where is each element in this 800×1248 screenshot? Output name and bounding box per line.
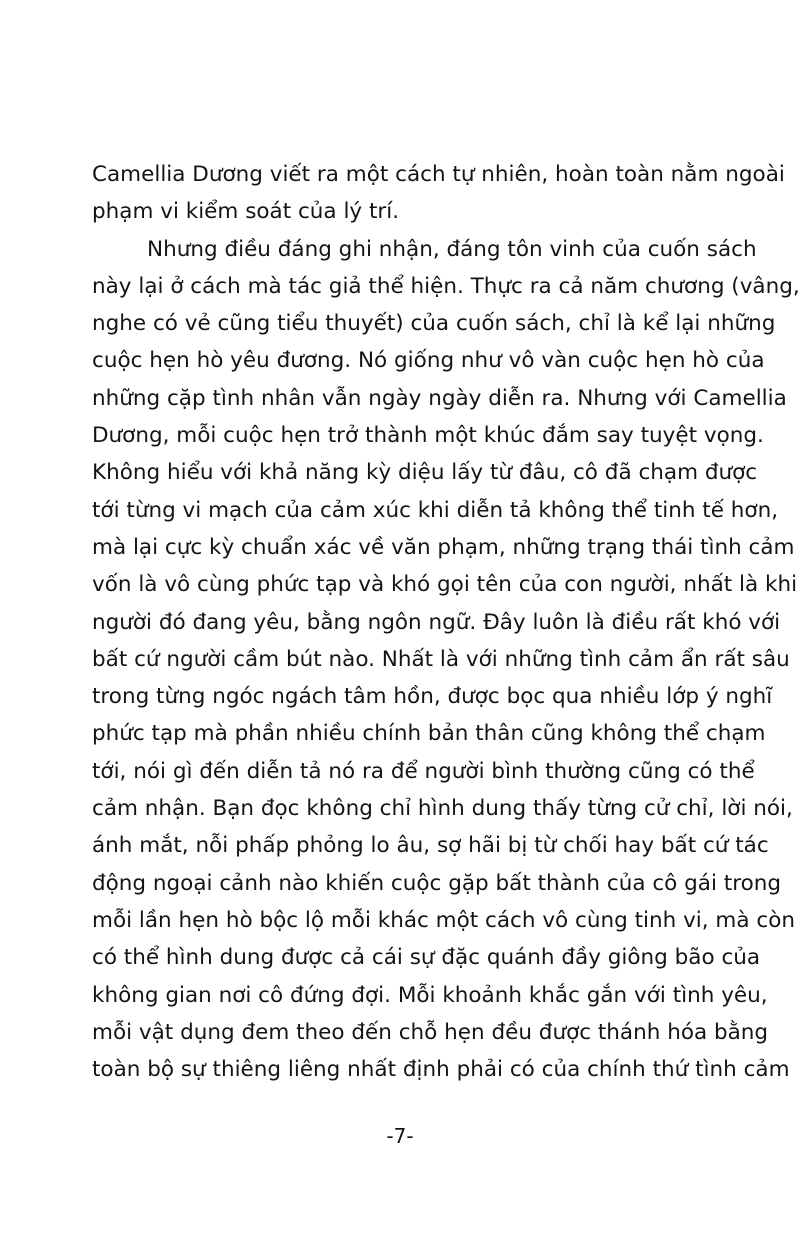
text-line: có thể hình dung được cả cái sự đặc quánh đầy giông bão của (92, 945, 761, 971)
text-line: tới từng vi mạch của cảm xúc khi diễn tả không thể tinh tế hơn, (92, 497, 779, 523)
text-line: phạm vi kiểm soát của lý trí. (92, 199, 400, 225)
text-line: những cặp tình nhân vẫn ngày ngày diễn ra. Nhưng với Camellia (92, 385, 787, 411)
text-line: Nhưng điều đáng ghi nhận, đáng tôn vinh của cuốn sách (147, 236, 757, 262)
text-line: cảm nhận. Bạn đọc không chỉ hình dung thấy từng cử chỉ, lời nói, (92, 796, 793, 822)
text-line: người đó đang yêu, bằng ngôn ngữ. Đây luôn là điều rất khó với (92, 609, 781, 635)
text-line: vốn là vô cùng phức tạp và khó gọi tên của con người, nhất là khi (92, 572, 798, 598)
text-line: không gian nơi cô đứng đợi. Mỗi khoảnh khắc gắn với tình yêu, (92, 982, 768, 1008)
text-line: động ngoại cảnh nào khiến cuộc gặp bất thành của cô gái trong (92, 870, 782, 896)
text-line: cuộc hẹn hò yêu đương. Nó giống như vô vàn cuộc hẹn hò của (92, 348, 765, 374)
text-line: Không hiểu với khả năng kỳ diệu lấy từ đâu, cô đã chạm được (92, 460, 758, 486)
page-number: -7- (386, 1124, 414, 1148)
text-line: Dương, mỗi cuộc hẹn trở thành một khúc đắm say tuyệt vọng. (92, 423, 764, 449)
text-line: ánh mắt, nỗi phấp phỏng lo âu, sợ hãi bị từ chối hay bất cứ tác (92, 833, 769, 859)
text-line: mỗi lần hẹn hò bộc lộ mỗi khác một cách vô cùng tinh vi, mà còn (92, 907, 795, 933)
text-line: tới, nói gì đến diễn tả nó ra để người bình thường cũng có thể (92, 758, 755, 784)
text-line: này lại ở cách mà tác giả thể hiện. Thực ra cả năm chương (vâng, (92, 273, 800, 299)
text-line: nghe có vẻ cũng tiểu thuyết) của cuốn sách, chỉ là kể lại những (92, 311, 776, 337)
text-line: bất cứ người cầm bút nào. Nhất là với những tình cảm ẩn rất sâu (92, 646, 790, 672)
body-text (92, 156, 800, 1088)
text-line: phức tạp mà phần nhiều chính bản thân cũng không thể chạm (92, 721, 766, 747)
text-line: Camellia Dương viết ra một cách tự nhiên, hoàn toàn nằm ngoài (92, 162, 785, 187)
text-line: toàn bộ sự thiêng liêng nhất định phải có của chính thứ tình cảm (92, 1057, 790, 1083)
text-line: mỗi vật dụng đem theo đến chỗ hẹn đều được thánh hóa bằng (92, 1019, 769, 1045)
text-line: trong từng ngóc ngách tâm hồn, được bọc qua nhiều lớp ý nghĩ (92, 684, 773, 710)
text-line: mà lại cực kỳ chuẩn xác về văn phạm, những trạng thái tình cảm (92, 534, 795, 560)
